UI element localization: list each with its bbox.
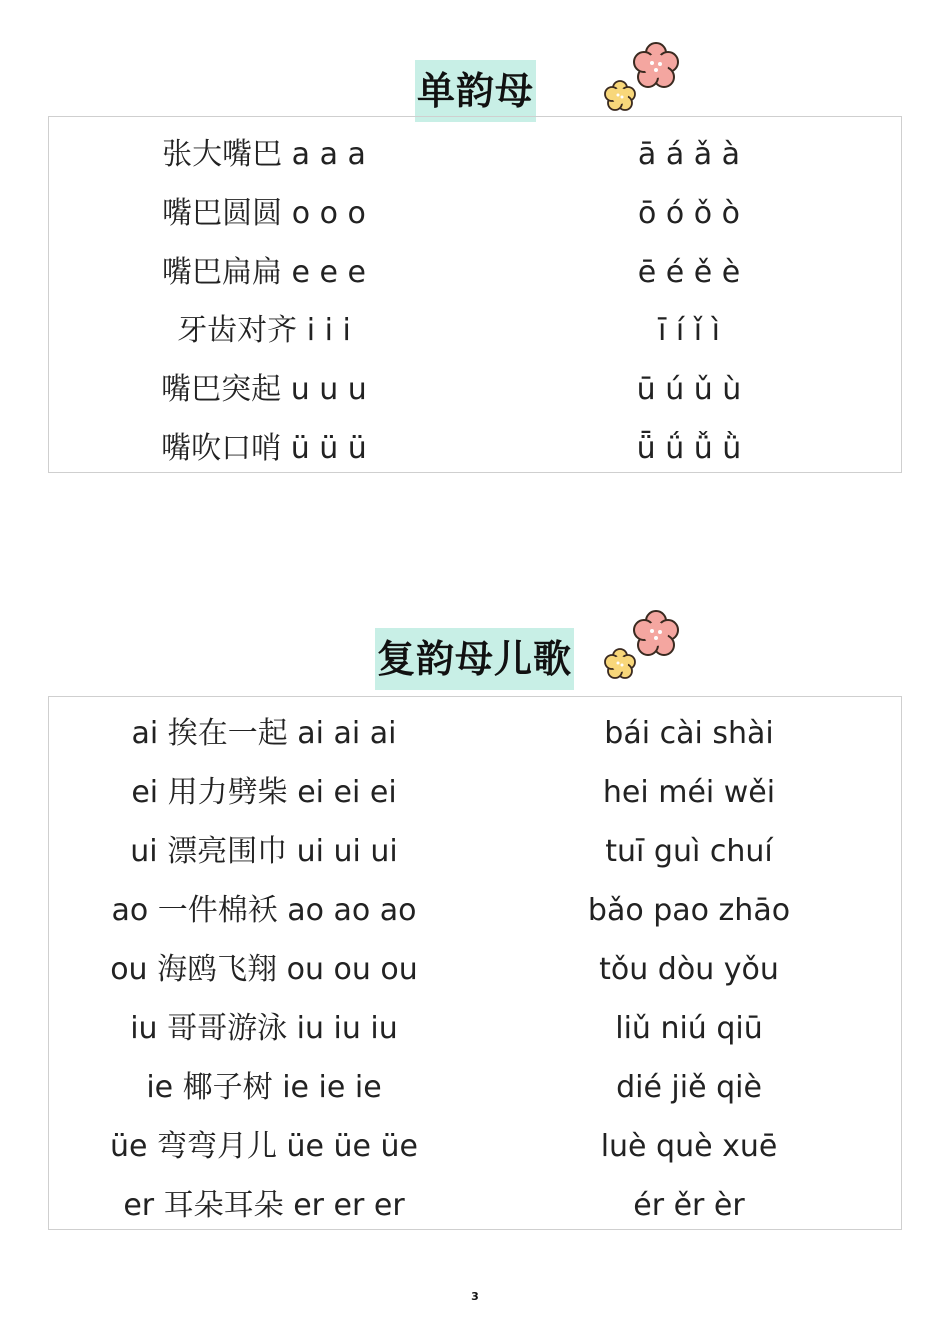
yellow-flower-icon: [605, 649, 635, 678]
row-chant: ao 一件棉袄 ao ao ao: [111, 893, 417, 928]
row-chant: iu 哥哥游泳 iu iu iu: [130, 1011, 398, 1046]
row-chant: 张大嘴巴 a a a: [162, 137, 366, 172]
pink-flower-icon: [634, 43, 678, 87]
row-chant: ou 海鸥飞翔 ou ou ou: [110, 952, 418, 987]
compound-finals-table: [48, 696, 902, 1230]
table-row: [49, 429, 901, 469]
table-row: [49, 135, 901, 175]
row-chant: er 耳朵耳朵 er er er: [123, 1188, 405, 1223]
row-words: dié jiě qiè: [616, 1070, 762, 1105]
yellow-flower-icon: [605, 81, 635, 110]
row-words: tuī guì chuí: [605, 834, 773, 869]
row-words: liǔ niú qiū: [615, 1011, 763, 1046]
row-chant: 嘴巴突起 u u u: [161, 372, 367, 407]
page-number: 3: [471, 1290, 479, 1303]
table-row: [49, 1009, 901, 1049]
table-row: [49, 950, 901, 990]
flower-decoration-icon: [598, 40, 688, 115]
pink-flower-icon: [634, 611, 678, 655]
row-words: bǎo pao zhāo: [587, 893, 791, 928]
row-chant: 嘴巴扁扁 e e e: [162, 255, 366, 290]
table-row: [49, 194, 901, 234]
simple-finals-table: [48, 116, 902, 473]
section-title-simple-finals: 单韵母: [415, 60, 536, 122]
table-row: [49, 891, 901, 931]
row-chant: ui 漂亮围巾 ui ui ui: [130, 834, 398, 869]
flower-decoration-icon: [598, 608, 688, 683]
table-row: [49, 1127, 901, 1167]
row-chant: üe 弯弯月儿 üe üe üe: [109, 1129, 419, 1164]
table-row: [49, 832, 901, 872]
row-chant: ai 挨在一起 ai ai ai: [131, 716, 397, 751]
row-words: bái cài shài: [604, 716, 774, 751]
row-tones: ī í ǐ ì: [658, 313, 720, 348]
table-row: [49, 773, 901, 813]
row-tones: ǖ ǘ ǚ ǜ: [636, 431, 742, 466]
table-row: [49, 253, 901, 293]
table-row: [49, 311, 901, 351]
row-tones: ū ú ǔ ù: [636, 372, 742, 407]
table-row: [49, 1068, 901, 1108]
row-tones: ē é ě è: [637, 255, 741, 290]
row-chant: 牙齿对齐 i i i: [177, 313, 351, 348]
row-tones: ō ó ǒ ò: [637, 196, 741, 231]
row-tones: ā á ǎ à: [637, 137, 741, 172]
row-chant: ei 用力劈柴 ei ei ei: [131, 775, 397, 810]
row-chant: 嘴巴圆圆 o o o: [162, 196, 366, 231]
row-words: tǒu dòu yǒu: [599, 952, 779, 987]
row-words: luè què xuē: [600, 1129, 778, 1164]
section-title-compound-finals: 复韵母儿歌: [375, 628, 574, 690]
table-row: [49, 370, 901, 410]
table-row: [49, 714, 901, 754]
row-chant: ie 椰子树 ie ie ie: [146, 1070, 382, 1105]
row-words: ér ěr èr: [633, 1188, 745, 1223]
table-row: [49, 1186, 901, 1226]
row-chant: 嘴吹口哨 ü ü ü: [161, 431, 367, 466]
row-words: hei méi wěi: [602, 775, 776, 810]
